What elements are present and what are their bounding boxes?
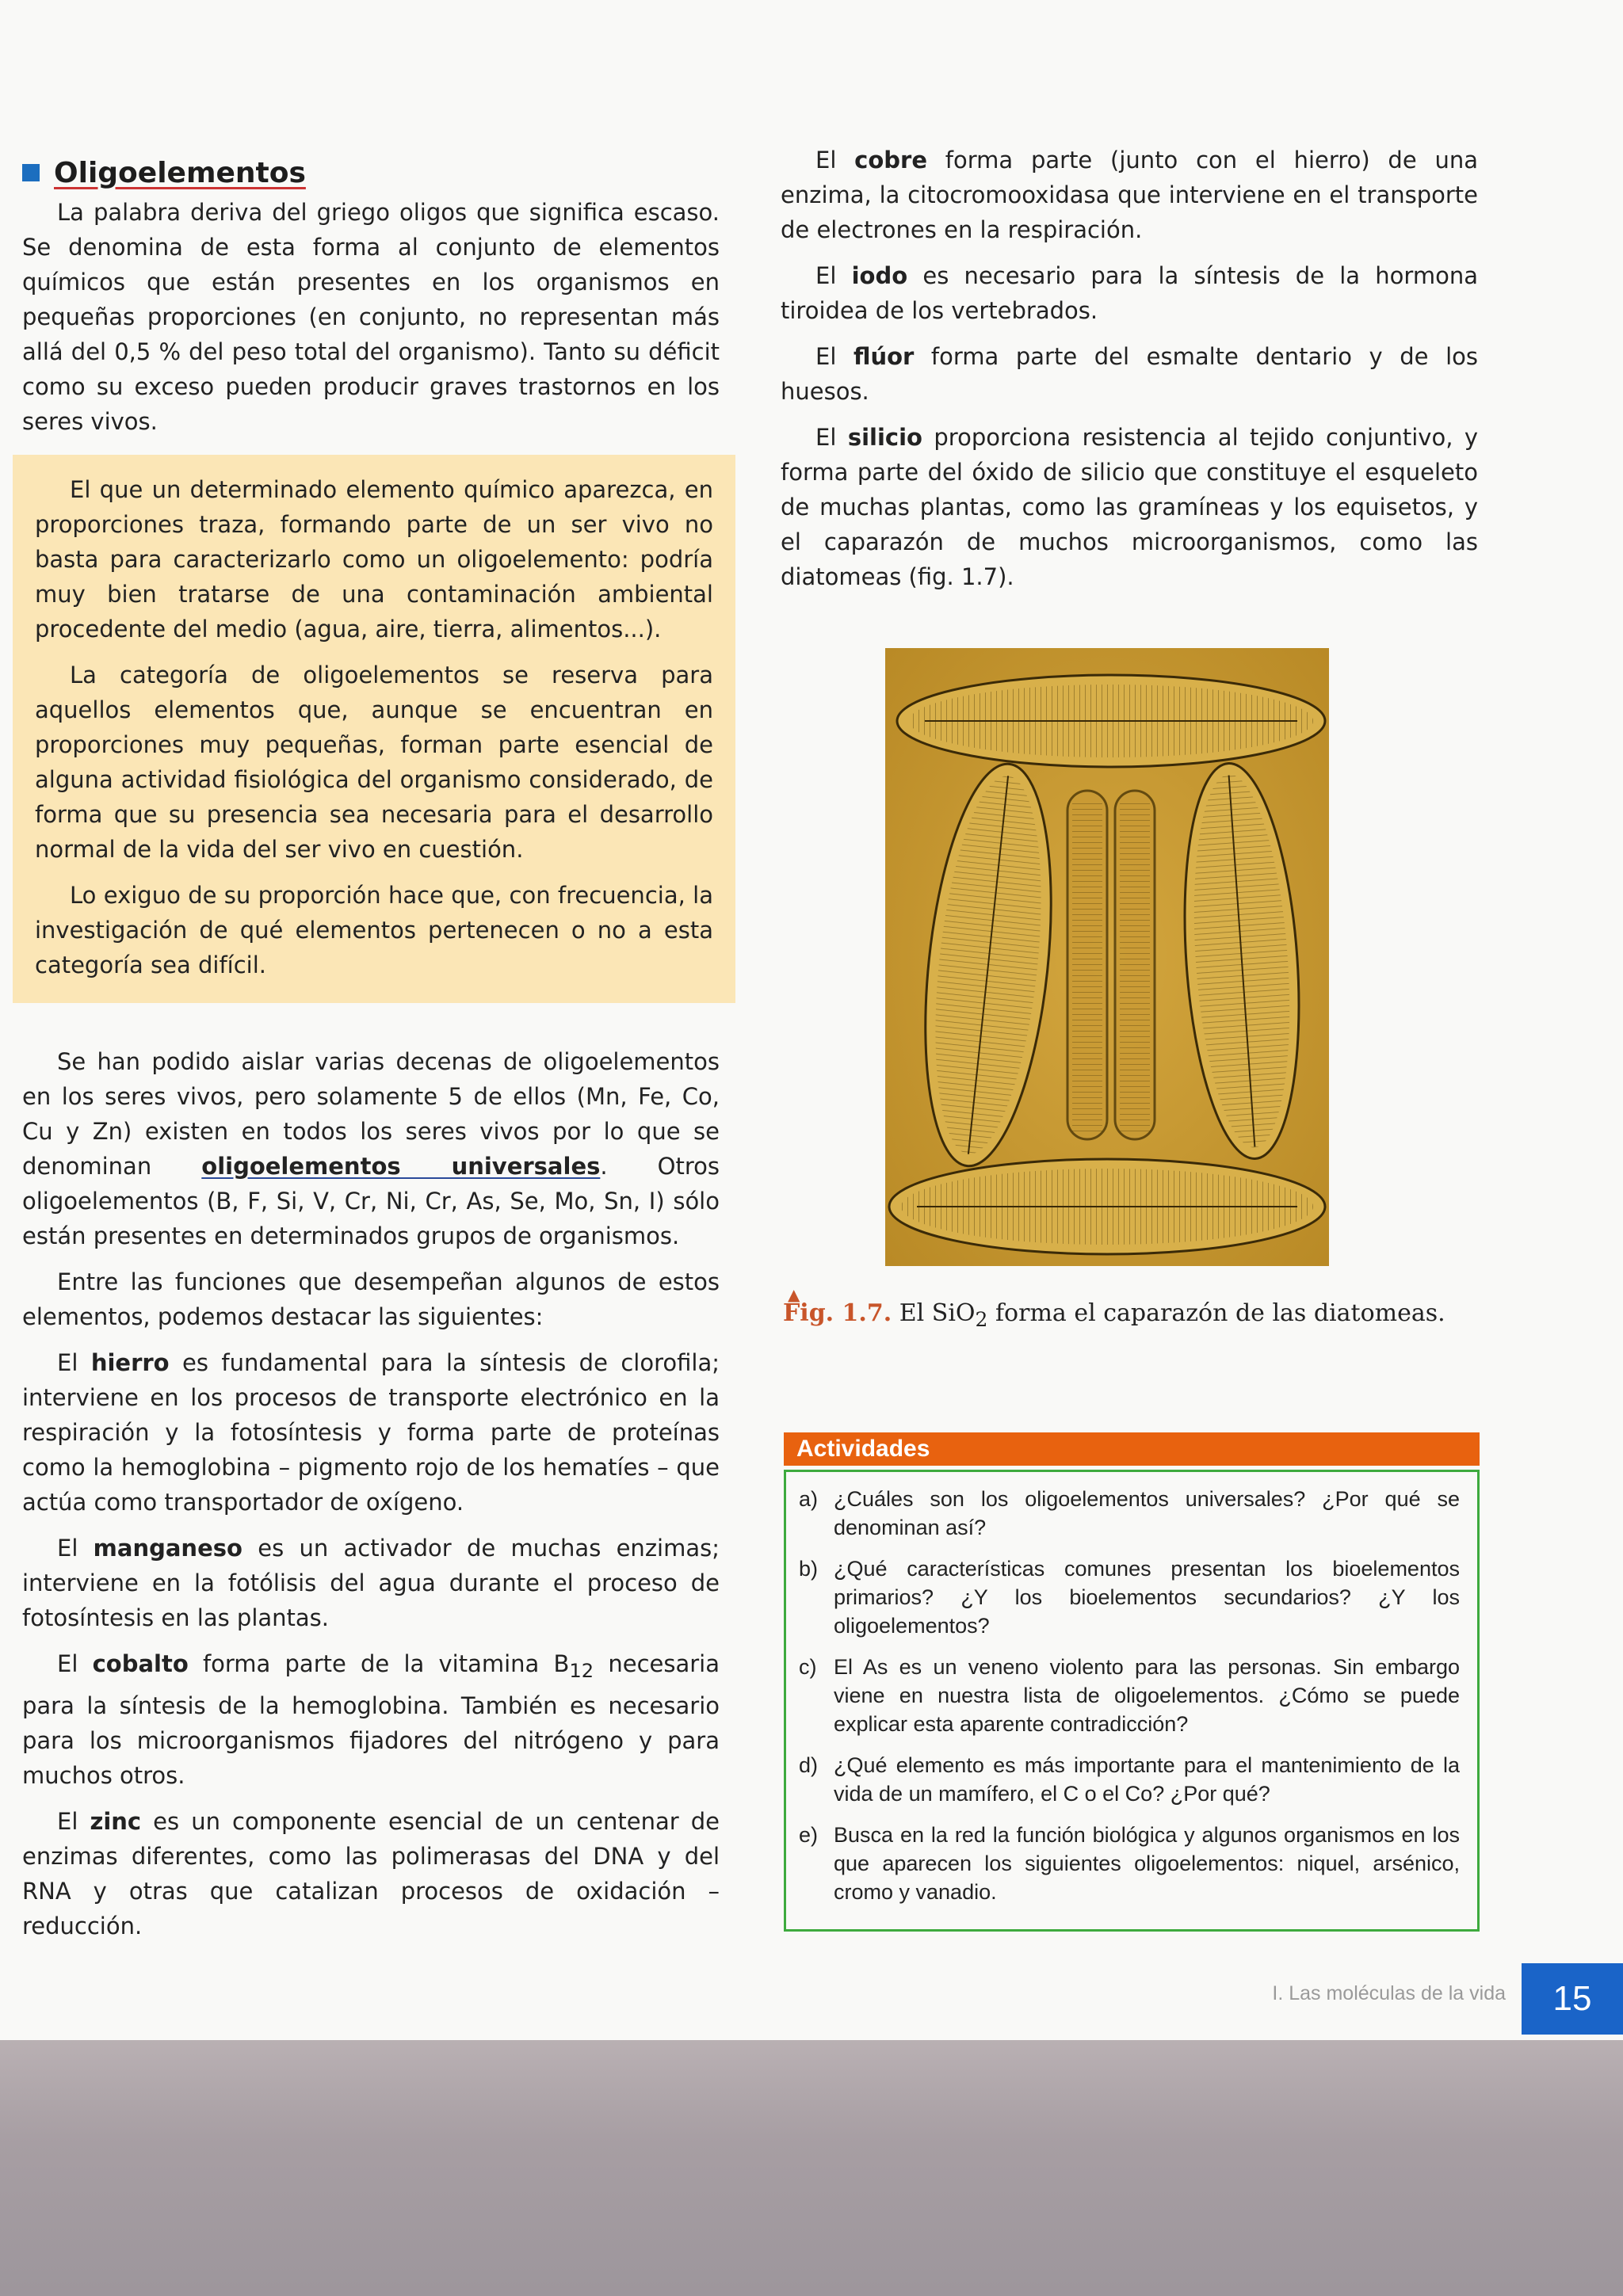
fluor-paragraph: El flúor forma parte del esmalte dentario y de los huesos. (781, 343, 1479, 405)
activity-item: d) ¿Qué elemento es más importante para el mantenimiento de la vida de un mamífero, el C o el Co? ¿Por qué? (799, 1753, 1460, 1806)
section-title: Oligoelementos (54, 156, 306, 189)
activity-item: c) El As es un veneno violento para las personas. Sin embargo viene en nuestra lista de oligoelementos. ¿Cómo se puede explicar esta aparente contradicción? (799, 1655, 1460, 1736)
cobre-paragraph: El cobre forma parte (junto con el hierro) de una enzima, la citocromooxidasa que interviene en el transporte de electrones en la respiración. (781, 147, 1478, 243)
note-paragraph-2: La categoría de oligoelementos se reserva para aquellos elementos que, aunque se encuentran en proporciones muy pequeñas, forman parte esencial de alguna actividad fisiológica del organismo considerado, de forma que su presencia sea necesaria para el desarrollo normal de la vida del ser vivo en cuestión. (35, 662, 713, 863)
highlight-note-box (13, 455, 735, 1003)
section-heading (22, 151, 720, 195)
activities-header: Actividades (784, 1432, 1480, 1466)
square-bullet-icon (22, 164, 40, 181)
activity-item: e) Busca en la red la función biológica y algunos organismos en los que aparecen los siguientes oligoelementos: niquel, arsénico, cromo y vanadio. (799, 1823, 1460, 1904)
cobre-term: cobre (854, 147, 928, 174)
iodo-paragraph: El iodo es necesario para la síntesis de la hormona tiroidea de los vertebrados. (781, 262, 1478, 324)
silicio-paragraph: El silicio proporciona resistencia al tejido conjuntivo, y forma parte del óxido de silicio que constituye el esqueleto de muchas plantas, como las gramíneas y los equisetos, y el caparazón de muchos microorganismos, como las diatomeas (fig. 1.7). (781, 424, 1479, 590)
figure-caption: ▲ Fig. 1.7. El SiO$_2$ forma el caparazón de las diatomeas. (783, 1285, 1445, 1331)
activities-box (784, 1470, 1480, 1932)
silicio-term: silicio (847, 424, 922, 451)
universal-paragraph: Se han podido aislar varias decenas de oligoelementos en los seres vivos, pero solamente 5 de ellos (Mn, Fe, Co, Cu y Zn) existen en todos los seres vivos por lo que se denominan oligoelementos universales. Otros oligoelementos (B, F, Si, V, Cr, Ni, Cr, As, Se, Mo, Sn, I) sólo están presentes en determinados grupos de organismos. (22, 1048, 720, 1249)
fluor-term: flúor (853, 343, 915, 370)
activity-item: a) ¿Cuáles son los oligoelementos universales? ¿Por qué se denominan así? (799, 1487, 1460, 1539)
manganeso-paragraph: El manganeso es un activador de muchas enzimas; interviene en la fotólisis del agua durante el proceso de fotosíntesis en las plantas. (22, 1535, 720, 1631)
chapter-footer: I. Las moléculas de la vida (1272, 1982, 1506, 2004)
left-column (22, 151, 720, 1943)
cobalto-term: cobalto (92, 1650, 189, 1677)
scan-background (0, 2040, 1623, 2296)
note-paragraph-3: Lo exiguo de su proporción hace que, con frecuencia, la investigación de qué elementos pertenecen o no a esta categoría sea difícil. (35, 882, 713, 978)
right-column (781, 143, 1478, 594)
zinc-paragraph: El zinc es un componente esencial de un centenar de enzimas diferentes, como las polimerasas del DNA y del RNA y otras que catalizan procesos de oxidación – reducción. (22, 1807, 720, 1939)
diatoms-photo (885, 648, 1329, 1266)
zinc-term: zinc (90, 1807, 142, 1835)
hierro-paragraph: El hierro es fundamental para la síntesis de clorofila; interviene en los procesos de transporte electrónico en la respiración y la fotosíntesis y forma parte de proteínas como la hemoglobina – pigmento rojo de los hematíes – que actúa como transportador de oxígeno. (22, 1349, 720, 1516)
caption-marker-icon: ▲ (788, 1285, 800, 1304)
functions-intro: Entre las funciones que desempeñan algunos de estos elementos, podemos destacar las siguientes: (22, 1268, 720, 1330)
figure-label: Fig. 1.7. (783, 1299, 892, 1327)
manganeso-term: manganeso (93, 1535, 242, 1562)
hierro-term: hierro (90, 1349, 170, 1376)
activity-item: b) ¿Qué características comunes presentan los bioelementos primarios? ¿Y los bioelementos secundarios? ¿Y los oligoelementos? (799, 1557, 1460, 1638)
iodo-term: iodo (851, 262, 908, 289)
page-number: 15 (1522, 1963, 1623, 2035)
cobalto-paragraph: El cobalto forma parte de la vitamina $B_{12}$ necesaria para la síntesis de la hemoglobina. También es necesario para los microorganismos fijadores del nitrógeno y para muchos otros. (22, 1650, 720, 1789)
universal-term: oligoelementos universales (201, 1153, 601, 1180)
intro-paragraph: La palabra deriva del griego oligos que significa escaso. Se denomina de esta forma al conjunto de elementos químicos que están presentes en los organismos en pequeñas proporciones (en conjunto, no representan más allá del 0,5 % del peso total del organismo). Tanto su déficit como su exceso pueden producir graves trastornos en los seres vivos. (22, 199, 720, 435)
note-paragraph-1: El que un determinado elemento químico aparezca, en proporciones traza, formando parte de un ser vivo no basta para caracterizarlo como un oligoelemento: podría muy bien tratarse de una contaminación ambiental procedente del medio (agua, aire, tierra, alimentos...). (35, 476, 713, 643)
